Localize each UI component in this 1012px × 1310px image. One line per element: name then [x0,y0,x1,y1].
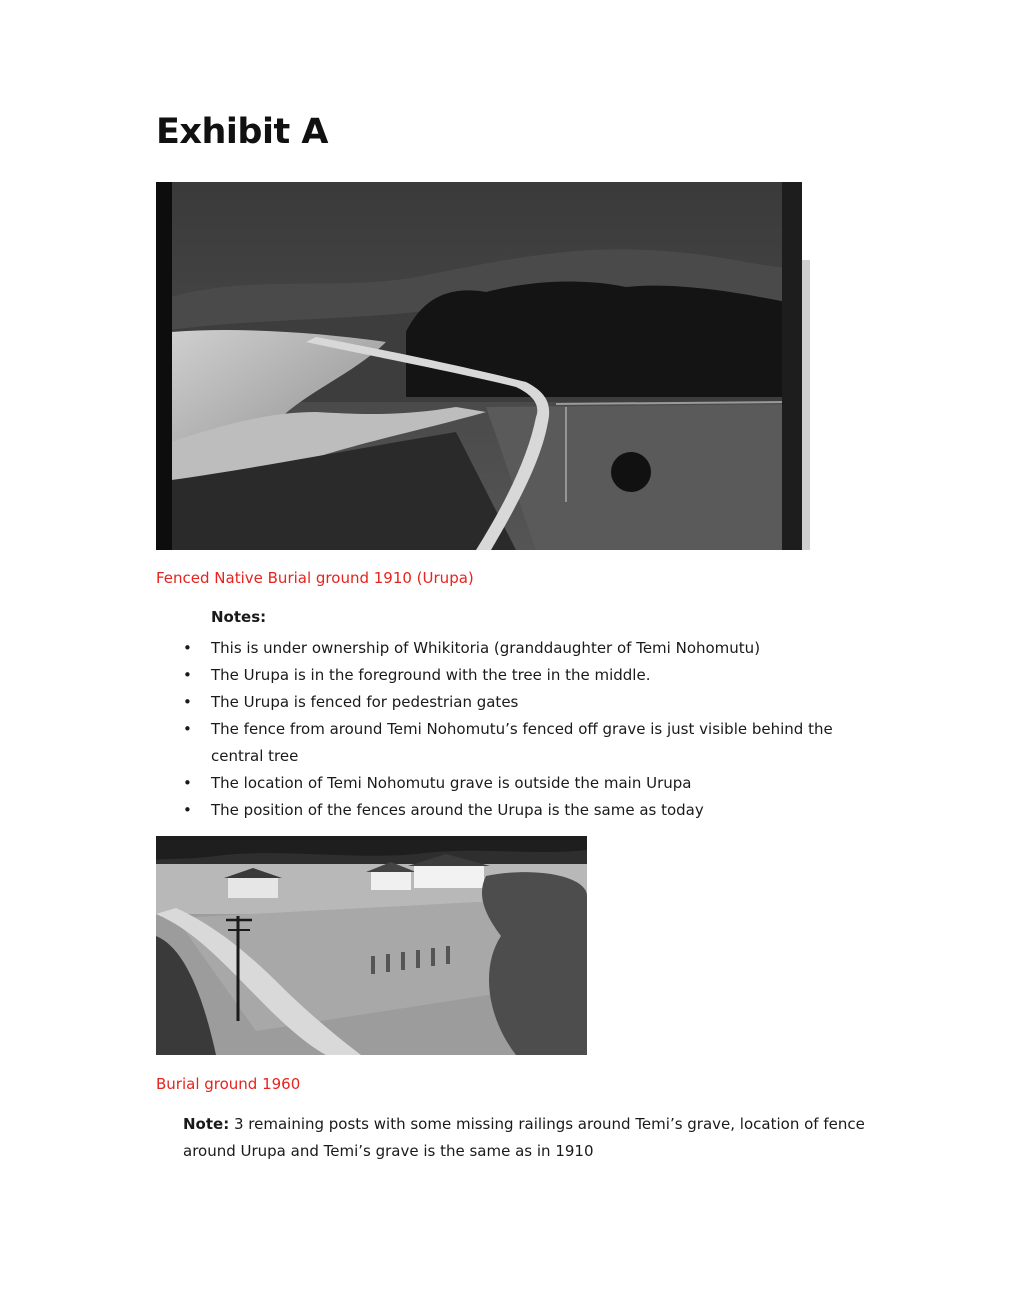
note-text: The location of Temi Nohomutu grave is outside the main Urupa [211,774,692,792]
bullet-icon: • [183,639,192,657]
page-title: Exhibit A [156,112,328,152]
list-item [156,635,856,662]
list-item [156,662,856,689]
bullet-icon: • [183,693,192,711]
caption-1910: Fenced Native Burial ground 1910 (Urupa) [156,569,474,587]
bullet-icon: • [183,801,192,819]
list-item [156,797,856,824]
bullet-icon: • [183,774,192,792]
notes-list [156,635,856,824]
photo-1960 [156,836,587,1055]
bullet-icon: • [183,720,192,738]
note-body: 3 remaining posts with some missing railings around Temi’s grave, location of fence around Urupa and Temi’s grave is the same as in 1910 [183,1115,865,1160]
photo-1960-image [156,836,587,1055]
note-1960 [183,1111,873,1165]
photo-1910 [156,182,810,550]
note-text: The fence from around Temi Nohomutu’s fenced off grave is just visible behind the central tree [211,720,833,765]
list-item [156,770,856,797]
photo-1910-image [156,182,810,550]
list-item [156,716,856,770]
note-text: The Urupa is in the foreground with the tree in the middle. [211,666,651,684]
note-label: Note: [183,1115,230,1133]
bullet-icon: • [183,666,192,684]
note-text: This is under ownership of Whikitoria (granddaughter of Temi Nohomutu) [211,639,761,657]
list-item [156,689,856,716]
notes-heading: Notes: [211,608,267,626]
note-text: The position of the fences around the Urupa is the same as today [211,801,704,819]
caption-1960: Burial ground 1960 [156,1075,301,1093]
note-text: The Urupa is fenced for pedestrian gates [211,693,519,711]
